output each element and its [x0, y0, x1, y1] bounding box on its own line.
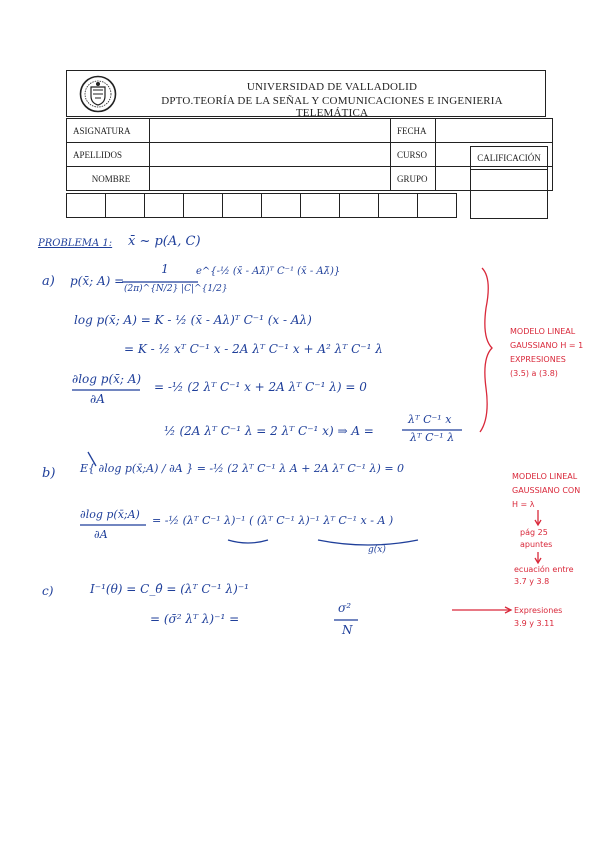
calificacion-label: CALIFICACIÓN: [471, 147, 547, 170]
estimator-num: λᵀ C⁻¹ x: [408, 413, 452, 426]
part-a-label: a): [42, 274, 55, 289]
stroke-mark: [88, 452, 96, 466]
crlb-simplified: = (σ̄² λᵀ λ)⁻¹ =: [150, 612, 240, 626]
asignatura-label: ASIGNATURA: [67, 119, 150, 143]
fecha-label: FECHA: [391, 119, 436, 143]
note-line: apuntes: [520, 540, 553, 549]
likelihood-lhs: p(x̄; A) =: [70, 274, 125, 288]
deriv-a-num: ∂log p(x̄; A): [72, 372, 142, 386]
curso-label: CURSO: [391, 143, 436, 167]
deriv-a-rhs: = -½ (2 λᵀ C⁻¹ x + 2A λᵀ C⁻¹ λ) = 0: [154, 380, 367, 394]
crlb-num: σ²: [338, 601, 352, 615]
note-line: Expresiones: [514, 606, 563, 615]
note-line: MODELO LINEAL: [510, 327, 576, 336]
g-of-x: g(x): [368, 545, 386, 555]
part-c-label: c): [42, 584, 54, 598]
crlb-den: N: [342, 623, 353, 637]
red-bracket: [480, 268, 492, 432]
expectation-line: E{ ∂log p(x̄;A) / ∂A } = -½ (2 λᵀ C⁻¹ λ A + 2A λᵀ C⁻¹ λ) = 0: [80, 462, 405, 475]
likelihood-den: (2π)^{N/2} |C|^{1/2}: [124, 284, 228, 294]
department-name: DPTO.TEORÍA DE LA SEÑAL Y COMUNICACIONES E INGENIERIA TELEMÁTICA: [161, 95, 503, 119]
underbrace-gx: [318, 540, 418, 545]
note-line: GAUSSIANO CON: [512, 486, 581, 495]
note-line: 3.7 y 3.8: [514, 577, 550, 586]
likelihood-num: 1: [161, 262, 169, 276]
estimator-den: λᵀ C⁻¹ λ: [410, 431, 455, 444]
part-b-label: b): [42, 466, 56, 481]
grupo-label: GRUPO: [391, 167, 436, 191]
crlb-line: I⁻¹(θ) = C_θ̂ = (λᵀ C⁻¹ λ)⁻¹: [90, 582, 249, 596]
deriv-b-num: ∂log p(x̄;A): [80, 508, 140, 521]
deriv-b-rhs: = -½ (λᵀ C⁻¹ λ)⁻¹ ( (λᵀ C⁻¹ λ)⁻¹ λᵀ C⁻¹ x - A ): [152, 514, 394, 527]
estimator-line: ½ (2A λᵀ C⁻¹ λ = 2 λᵀ C⁻¹ x) ⇒ A =: [164, 424, 374, 438]
deriv-b-den: ∂A: [94, 528, 108, 541]
deriv-a-den: ∂A: [90, 392, 105, 406]
note-line: EXPRESIONES: [510, 355, 566, 364]
model-statement: x̄ ~ p(A, C): [128, 234, 201, 249]
likelihood-exp: e^{-½ (x̄ - Aλ̄)ᵀ C⁻¹ (x̄ - Aλ̄)}: [196, 266, 341, 277]
nombre-label: NOMBRE: [67, 167, 150, 191]
note-line: pág 25: [520, 528, 548, 537]
note-line: ecuación entre: [514, 565, 574, 574]
university-name: UNIVERSIDAD DE VALLADOLID: [246, 81, 418, 93]
apellidos-label: APELLIDOS: [67, 143, 150, 167]
note-line: 3.9 y 3.11: [514, 619, 555, 628]
note-line: MODELO LINEAL: [512, 472, 578, 481]
loglik-line: log p(x̄; A) = K - ½ (x̄ - Aλ)ᵀ C⁻¹ (x - Aλ): [74, 313, 312, 327]
note-line: GAUSSIANO H = 1: [510, 341, 584, 350]
note-line: H = λ: [512, 500, 535, 509]
loglik-expanded: = K - ½ xᵀ C⁻¹ x - 2A λᵀ C⁻¹ x + A² λᵀ C⁻¹ λ: [124, 342, 383, 356]
note-line: (3.5) a (3.8): [510, 369, 558, 378]
problem-title: PROBLEMA 1:: [38, 238, 113, 249]
underbrace-1: [228, 540, 268, 543]
